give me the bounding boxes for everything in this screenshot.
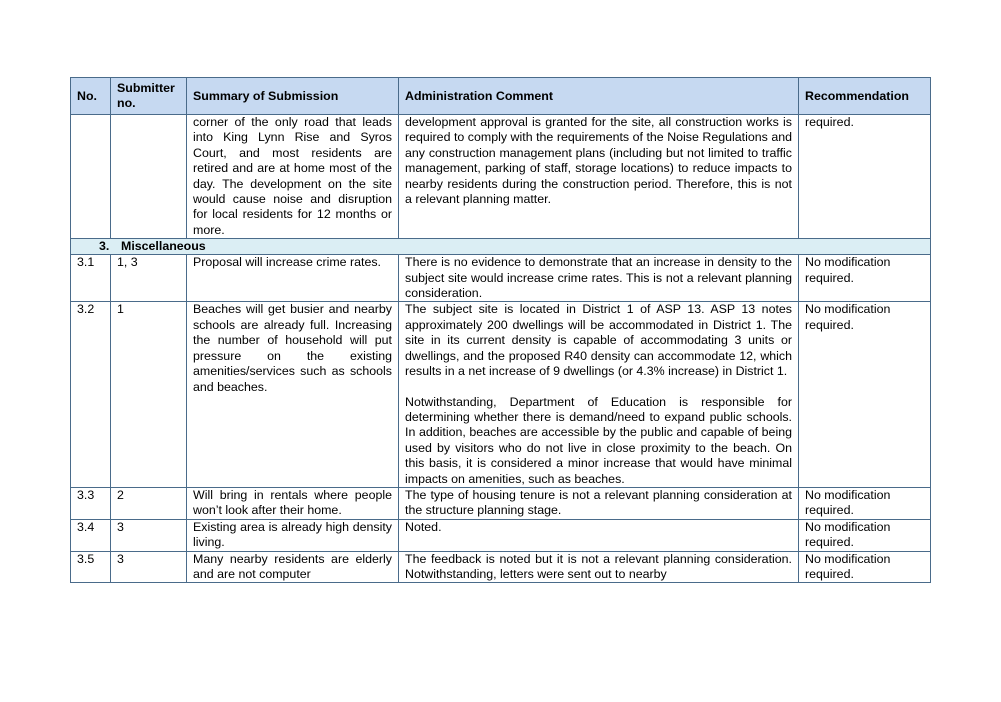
section-number: 3. <box>99 239 110 254</box>
cell-submitter: 3 <box>111 519 187 551</box>
cell-no: 3.1 <box>71 255 111 302</box>
table-row-continued <box>71 115 931 239</box>
cell-submitter: 1 <box>111 302 187 487</box>
cell-comment: development approval is granted for the site, all construction works is required to comply with the requirements of the Noise Regulations and any construction management plans (including but not limited to traffic management, parking of staff, storage locations) to reduce impacts to nearby residents during the construction period. Therefore, this is not a relevant planning matter. <box>399 115 799 239</box>
table-row <box>71 551 931 583</box>
cell-comment: There is no evidence to demonstrate that an increase in density to the subject site would increase crime rates. This is not a relevant planning consideration. <box>399 255 799 302</box>
cell-comment: The type of housing tenure is not a relevant planning consideration at the structure planning stage. <box>399 487 799 519</box>
cell-recommendation: No modification required. <box>799 519 931 551</box>
header-comment: Administration Comment <box>399 78 799 115</box>
section-title: Miscellaneous <box>121 239 206 254</box>
cell-summary: corner of the only road that leads into King Lynn Rise and Syros Court, and most residents are retired and are at home most of the day. The development on the site would cause noise and disruption for local residents for 12 months or more. <box>187 115 399 239</box>
cell-submitter: 2 <box>111 487 187 519</box>
cell-no: 3.4 <box>71 519 111 551</box>
cell-summary: Will bring in rentals where people won’t look after their home. <box>187 487 399 519</box>
cell-submitter: 3 <box>111 551 187 583</box>
table-row <box>71 487 931 519</box>
cell-recommendation: No modification required. <box>799 302 931 487</box>
cell-recommendation: required. <box>799 115 931 239</box>
table-row <box>71 302 931 487</box>
cell-no <box>71 115 111 239</box>
cell-recommendation: No modification required. <box>799 487 931 519</box>
section-heading <box>71 239 931 255</box>
cell-submitter: 1, 3 <box>111 255 187 302</box>
cell-recommendation: No modification required. <box>799 255 931 302</box>
comment-paragraph: Notwithstanding, Department of Education is responsible for determining whether there is demand/need to expand public schools. In addition, beaches are accessible by the public and capable of being used by visitors who do not live in close proximity to the beach. On this basis, it is considered a minor increase that would have minimal impacts on amenities, such as beaches. <box>405 394 792 486</box>
paragraph-gap <box>405 380 792 395</box>
cell-no: 3.5 <box>71 551 111 583</box>
cell-comment <box>399 302 799 487</box>
cell-summary: Many nearby residents are elderly and are not computer <box>187 551 399 583</box>
cell-summary: Beaches will get busier and nearby schools are already full. Increasing the number of household will put pressure on the existing amenities/services such as schools and beaches. <box>187 302 399 487</box>
section-row <box>71 239 931 255</box>
cell-comment: Noted. <box>399 519 799 551</box>
submissions-table <box>70 77 931 583</box>
cell-no: 3.2 <box>71 302 111 487</box>
cell-no: 3.3 <box>71 487 111 519</box>
table-row <box>71 519 931 551</box>
header-summary: Summary of Submission <box>187 78 399 115</box>
header-no: No. <box>71 78 111 115</box>
table-header-row <box>71 78 931 115</box>
cell-summary: Proposal will increase crime rates. <box>187 255 399 302</box>
cell-comment: The feedback is noted but it is not a relevant planning consideration. Notwithstanding, letters were sent out to nearby <box>399 551 799 583</box>
cell-submitter <box>111 115 187 239</box>
comment-paragraph: The subject site is located in District 1 of ASP 13. ASP 13 notes approximately 200 dwellings will be accommodated in District 1. The site in its current density is capable of accommodating 3 units or dwellings, and the proposed R40 density can accommodate 12, which results in a net increase of 9 dwellings (or 4.3% increase) in District 1. <box>405 302 792 379</box>
header-recommendation: Recommendation <box>799 78 931 115</box>
table-row <box>71 255 931 302</box>
cell-summary: Existing area is already high density living. <box>187 519 399 551</box>
cell-recommendation: No modification required. <box>799 551 931 583</box>
header-submitter: Submitter no. <box>111 78 187 115</box>
